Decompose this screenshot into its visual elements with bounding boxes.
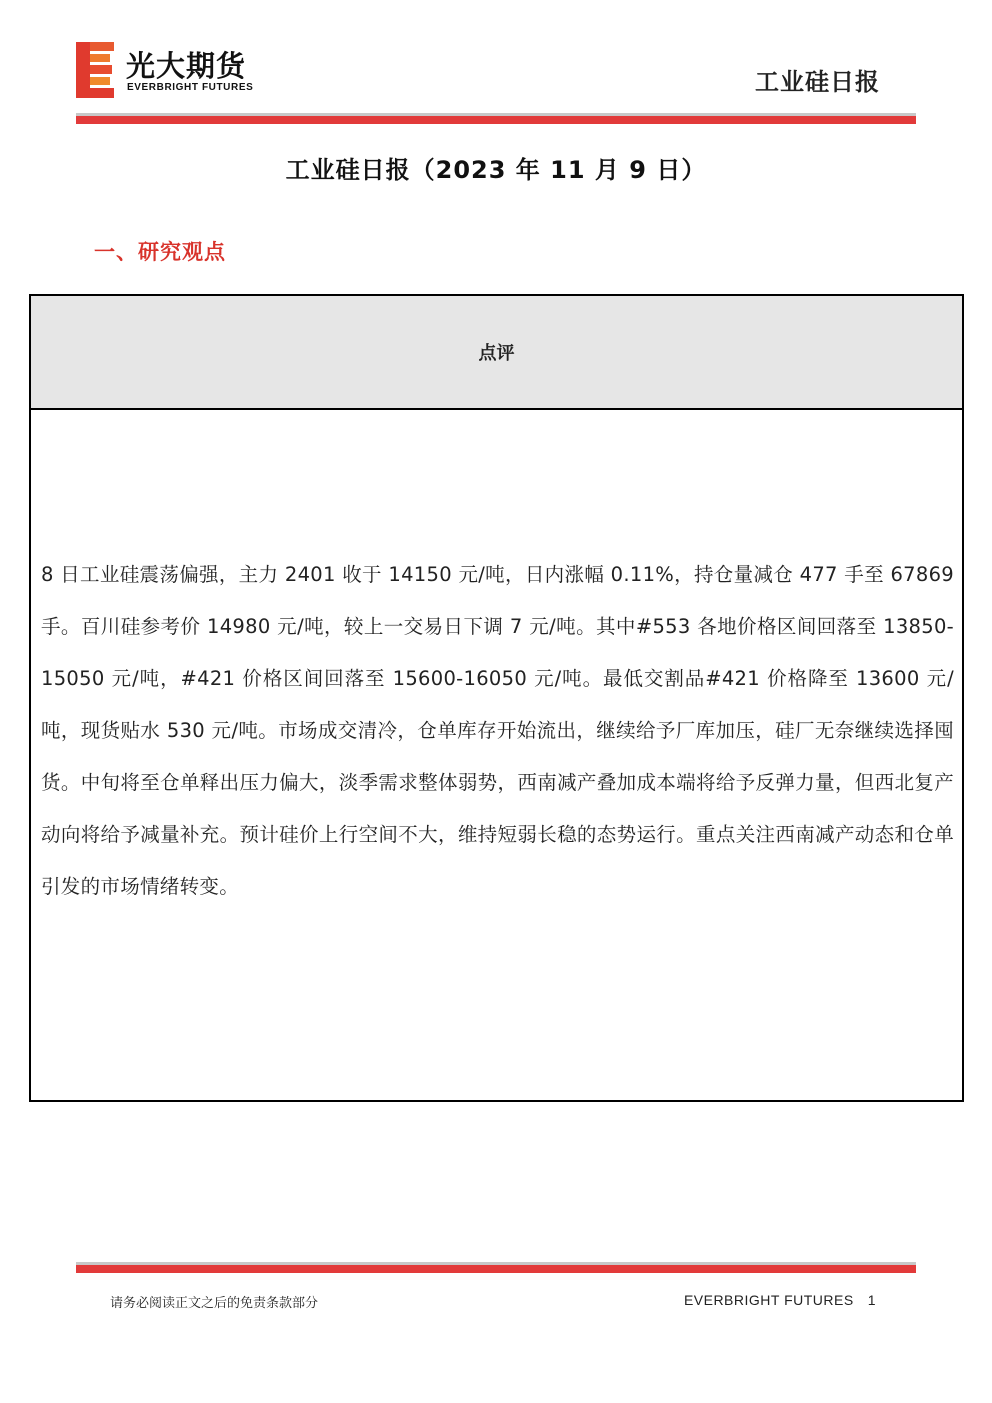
- commentary-header-label: 点评: [478, 343, 515, 364]
- commentary-body: 8 日工业硅震荡偏强，主力 2401 收于 14150 元/吨，日内涨幅 0.11%，持仓量减仓 477 手至 67869 手。百川硅参考价 14980 元/吨，较上一交易日下调 7 元/吨。其中#553 各地价格区间回落至 13850-15050 元/吨，#421 价格区间回落至 15600-16050 元/吨。最低交割品#421 价格降至 13600 元/吨，现货贴水 530 元/吨。市场成交清冷，仓单库存开始流出，继续给予厂库加压，硅厂无奈继续选择囤货。中旬将至仓单释出压力偏大，淡季需求整体弱势，西南减产叠加成本端将给予反弹力量，但西北复产动向将给予减量补充。预计硅价上行空间不大，维持短弱长稳的态势运行。重点关注西南减产动态和仓单引发的市场情绪转变。: [41, 563, 954, 898]
- footer-rule: [76, 1262, 916, 1273]
- footer-company: [684, 1292, 876, 1308]
- page-number: 1: [867, 1292, 876, 1308]
- commentary-header: [31, 296, 962, 410]
- everbright-logo-icon: [76, 42, 116, 98]
- logo-chinese-name: 光大期货: [126, 49, 247, 83]
- section-heading: 一、研究观点: [94, 240, 226, 264]
- header-rule: [76, 113, 916, 124]
- document-title: 工业硅日报（2023 年 11 月 9 日）: [285, 156, 707, 184]
- company-logo: [76, 42, 286, 98]
- commentary-table: [29, 294, 964, 1102]
- footer-disclaimer: 请务必阅读正文之后的免责条款部分: [110, 1296, 319, 1311]
- logo-english-name: EVERBRIGHT FUTURES: [127, 82, 254, 93]
- report-name: 工业硅日报: [755, 68, 880, 96]
- footer-company-name: EVERBRIGHT FUTURES: [683, 1292, 854, 1308]
